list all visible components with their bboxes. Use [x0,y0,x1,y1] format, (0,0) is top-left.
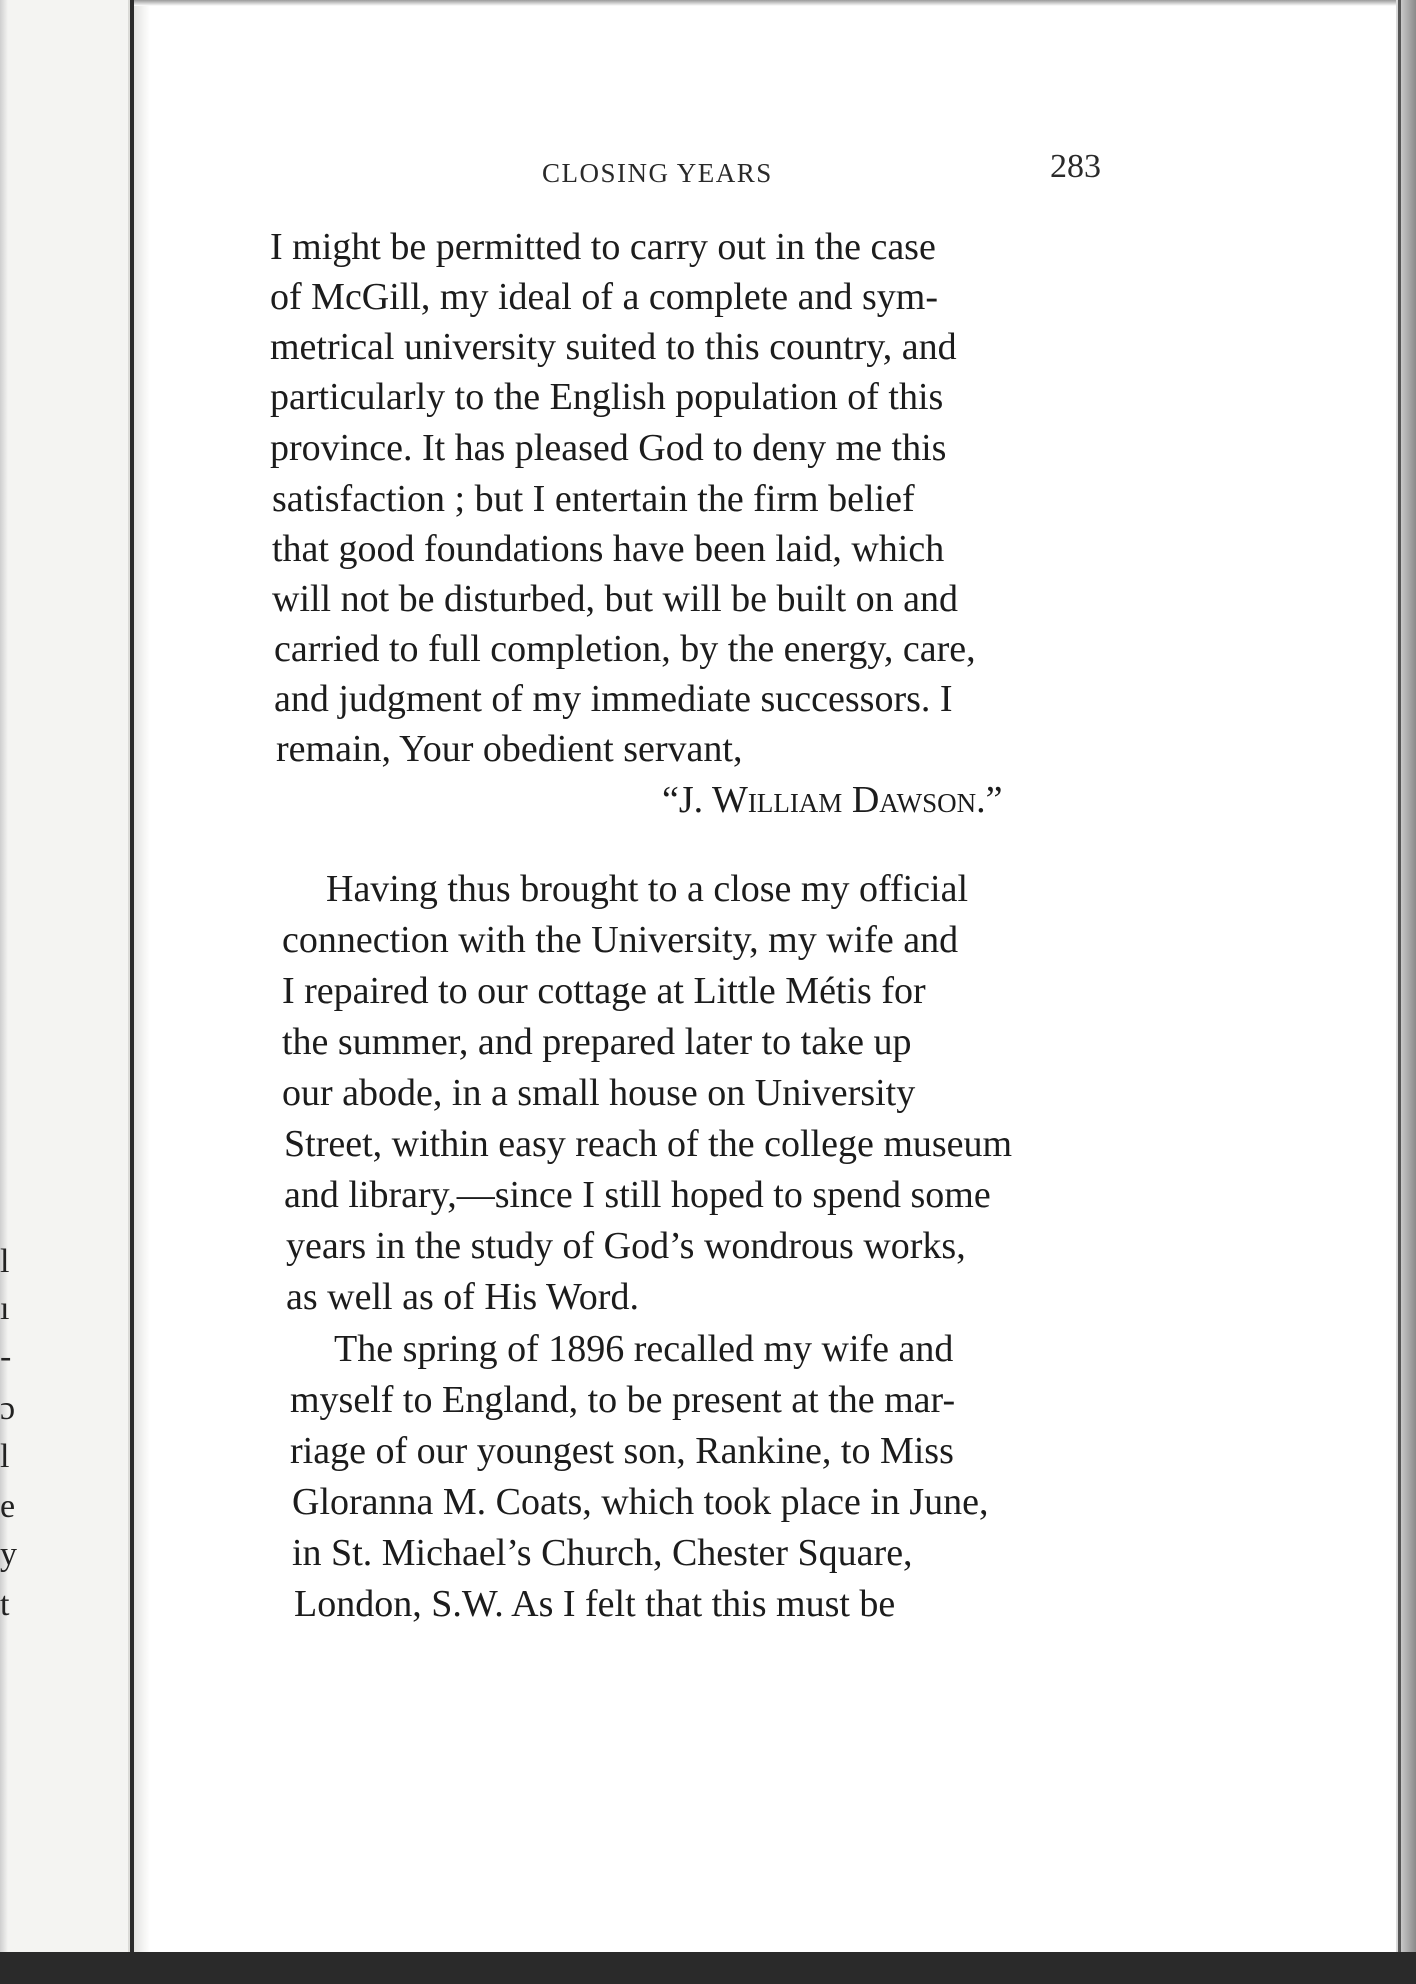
signature-part: .” [976,779,1003,821]
facing-page-shadow [0,0,8,1952]
fragment: t [0,1588,10,1622]
text-line: Gloranna M. Coats, which took place in June, [292,1481,989,1523]
signature-part: awson [879,779,977,821]
gutter-line [130,0,134,1952]
text-line: in St. Michael’s Church, Chester Square, [292,1532,913,1574]
fragment: ɔ [0,1392,16,1426]
text-line: connection with the University, my wife and [282,919,959,961]
running-head: CLOSING YEARS [542,158,773,188]
text-line: satisfaction ; but I entertain the firm belief [272,478,915,520]
text-line: riage of our youngest son, Rankine, to Miss [290,1430,954,1472]
text-line: The spring of 1896 recalled my wife and [334,1328,954,1370]
text-line: Having thus brought to a close my official [326,868,969,910]
text-line: metrical university suited to this country, and [270,326,957,368]
text-line: I might be permitted to carry out in the case [270,226,936,268]
text-line: carried to full completion, by the energy, care, [274,628,976,670]
text-line: as well as of His Word. [286,1276,639,1318]
fragment: l [0,1440,10,1474]
fragment: y [0,1538,17,1572]
signature-part: illiam [747,779,843,821]
fragment: l [0,1245,10,1279]
text-line: remain, Your obedient servant, [276,728,743,770]
signature-part: D [842,779,880,821]
text-line: of McGill, my ideal of a complete and sym- [270,276,938,318]
text-line: particularly to the English population of this [270,376,944,418]
page-edge-line [1398,0,1401,1952]
fragment: - [0,1340,12,1374]
letter-signature [662,777,1003,823]
text-line: that good foundations have been laid, which [272,528,945,570]
text-line: London, S.W. As I felt that this must be [294,1583,896,1625]
text-line: years in the study of God’s wondrous works, [286,1225,966,1267]
text-line: the summer, and prepared later to take up [282,1021,912,1063]
text-line: myself to England, to be present at the mar- [290,1379,956,1421]
signature-part: “J. W [662,779,748,821]
fragment: ı [0,1292,10,1326]
text-line: Street, within easy reach of the college museum [284,1123,1013,1165]
fragment: e [0,1490,16,1524]
text-line: province. It has pleased God to deny me this [270,427,947,469]
scan-background-bottom [0,1952,1416,1984]
text-line: and library,—since I still hoped to spend some [284,1174,991,1216]
text-line: our abode, in a small house on University [282,1072,916,1114]
text-line: will not be disturbed, but will be built on and [272,578,959,620]
text-line: and judgment of my immediate successors. I [274,678,953,720]
text-line: I repaired to our cottage at Little Métis for [282,970,926,1012]
top-shadow [134,0,1396,6]
page-number: 283 [1050,148,1101,185]
